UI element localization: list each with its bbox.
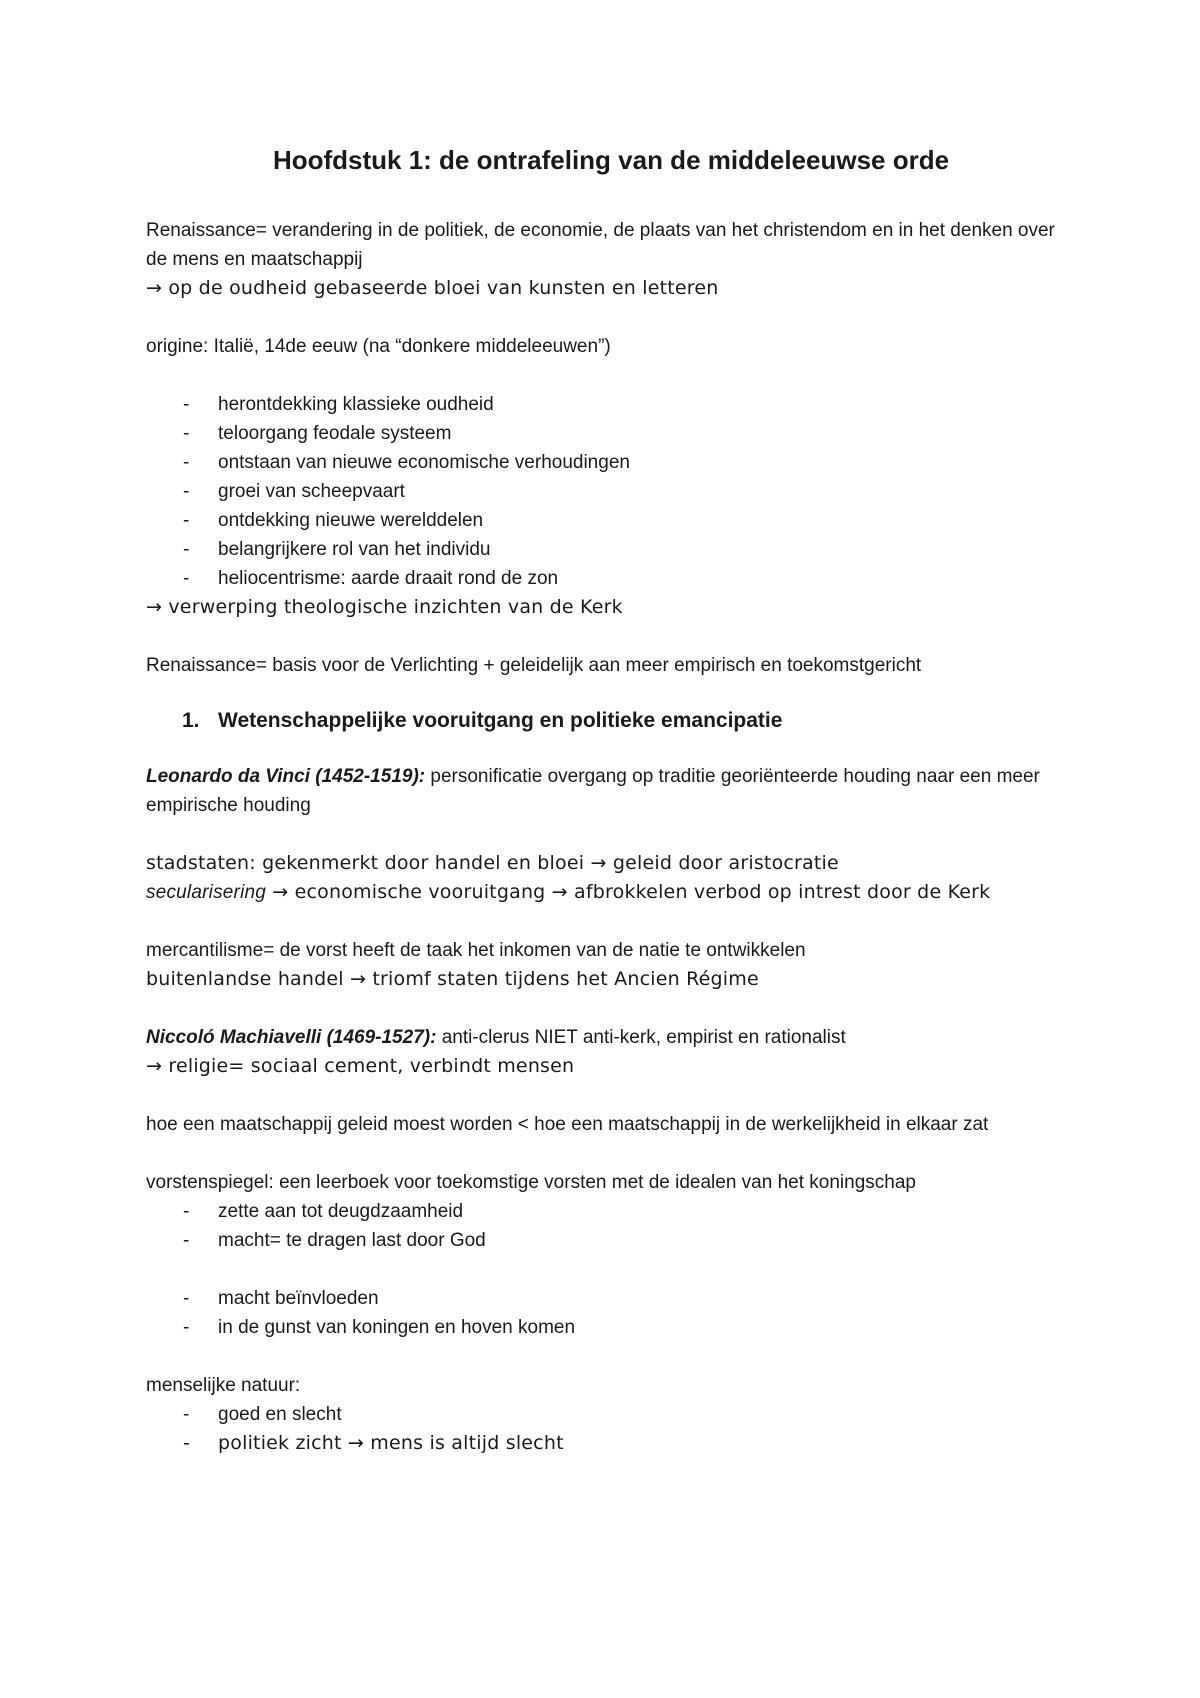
- list-item: - zette aan tot deugdzaamheid: [146, 1197, 1076, 1226]
- machiavelli-name: Niccoló Machiavelli (1469-1527):: [146, 1027, 437, 1048]
- list-item: - goed en slecht: [146, 1400, 1076, 1429]
- secularisering-term: secularisering: [146, 882, 267, 903]
- dash-bullet: -: [183, 1404, 190, 1425]
- section-number: 1.: [182, 709, 200, 732]
- section-heading: [146, 706, 1076, 736]
- page-title: Hoofdstuk 1: de ontrafeling van de middeleeuwse orde: [272, 145, 950, 175]
- dash-bullet: -: [183, 423, 190, 444]
- dash-bullet: -: [183, 510, 190, 531]
- secularisering-line: secularisering → economische vooruitgang → afbrokkelen verbod op intrest door de Kerk: [146, 881, 991, 903]
- intro-result: → op de oudheid gebaseerde bloei van kunsten en letteren: [146, 277, 719, 299]
- leonardo-name: Leonardo da Vinci (1452-1519):: [146, 766, 426, 787]
- dash-bullet: -: [183, 1288, 190, 1309]
- vorstenspiegel-list-a: [146, 1197, 1076, 1255]
- leonardo-paragraph: Leonardo da Vinci (1452-1519): personificatie overgang op traditie georiënteerde houding naar een meer empirische houding: [146, 766, 1040, 816]
- dash-bullet: -: [183, 394, 190, 415]
- list-item: - ontdekking nieuwe werelddelen: [146, 506, 1076, 535]
- document-content: [146, 142, 1076, 1458]
- intro-definition: Renaissance= verandering in de politiek, de economie, de plaats van het christendom en in het denken over de mens en maatschappij: [146, 220, 1055, 270]
- dash-bullet: -: [183, 539, 190, 560]
- machiavelli-paragraph: Niccoló Machiavelli (1469-1527): anti-clerus NIET anti-kerk, empirist en rationalist: [146, 1027, 846, 1048]
- list-item: - teloorgang feodale systeem: [146, 419, 1076, 448]
- renaissance-features-list: [146, 390, 1076, 593]
- dash-bullet: -: [183, 1201, 190, 1222]
- maatschappij-line: hoe een maatschappij geleid moest worden < hoe een maatschappij in de werkelijkheid in elkaar zat: [146, 1114, 989, 1135]
- vorstenspiegel-intro: vorstenspiegel: een leerboek voor toekomstige vorsten met de idealen van het koningschap: [146, 1172, 916, 1193]
- dash-bullet: -: [183, 452, 190, 473]
- dash-bullet: -: [183, 1432, 191, 1454]
- list-item: - macht= te dragen last door God: [146, 1226, 1076, 1255]
- list-item: - herontdekking klassieke oudheid: [146, 390, 1076, 419]
- list-item: - politiek zicht → mens is altijd slecht: [146, 1429, 1076, 1458]
- origine-line: origine: Italië, 14de eeuw (na “donkere middeleeuwen”): [146, 336, 611, 357]
- renaissance-basis: Renaissance= basis voor de Verlichting + geleidelijk aan meer empirisch en toekomstgericht: [146, 655, 922, 676]
- religie-line: → religie= sociaal cement, verbindt mensen: [146, 1055, 575, 1077]
- natuur-intro: menselijke natuur:: [146, 1375, 301, 1396]
- stadstaten-line: stadstaten: gekenmerkt door handel en bloei → geleid door aristocratie: [146, 852, 839, 874]
- dash-bullet: -: [183, 1317, 190, 1338]
- list-item: - heliocentrisme: aarde draait rond de zon: [146, 564, 1076, 593]
- dash-bullet: -: [183, 1230, 190, 1251]
- natuur-list: [146, 1400, 1076, 1458]
- list-item: - in de gunst van koningen en hoven komen: [146, 1313, 1076, 1342]
- handel-line: buitenlandse handel → triomf staten tijdens het Ancien Régime: [146, 968, 759, 990]
- vorstenspiegel-list-b: [146, 1284, 1076, 1342]
- dash-bullet: -: [183, 568, 190, 589]
- section-title: Wetenschappelijke vooruitgang en politieke emancipatie: [218, 709, 783, 732]
- list-item: - groei van scheepvaart: [146, 477, 1076, 506]
- dash-bullet: -: [183, 481, 190, 502]
- list-item: - macht beïnvloeden: [146, 1284, 1076, 1313]
- mercantilisme-line: mercantilisme= de vorst heeft de taak het inkomen van de natie te ontwikkelen: [146, 940, 806, 961]
- list-result: → verwerping theologische inzichten van de Kerk: [146, 596, 623, 618]
- list-item: - ontstaan van nieuwe economische verhoudingen: [146, 448, 1076, 477]
- list-item: - belangrijkere rol van het individu: [146, 535, 1076, 564]
